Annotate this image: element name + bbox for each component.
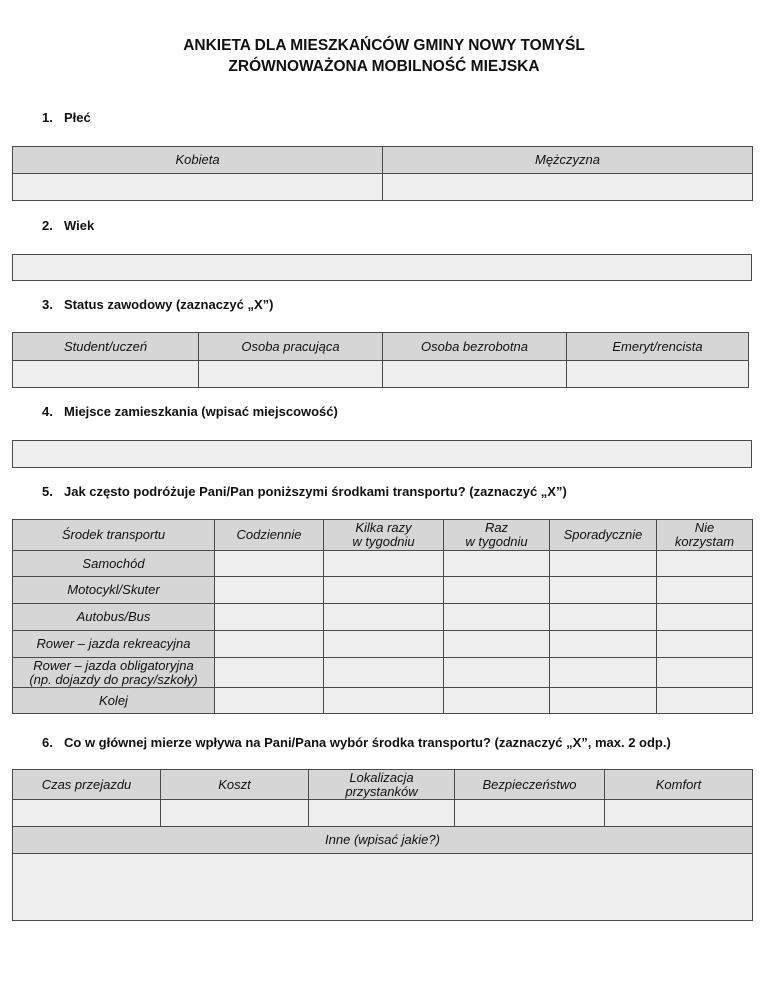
status-student-checkbox[interactable] <box>13 361 199 388</box>
form-title-line1: ANKIETA DLA MIESZKAŃCÓW GMINY NOWY TOMYŚL <box>183 37 585 54</box>
choice-time-checkbox[interactable] <box>13 800 161 827</box>
header-few-times-weekly <box>324 520 444 551</box>
status-unemployed-checkbox[interactable] <box>383 361 567 388</box>
row-car: Samochód <box>13 551 215 577</box>
choice-comfort-checkbox[interactable] <box>605 800 753 827</box>
status-retired-label: Emeryt/rencista <box>567 333 749 361</box>
option-male-checkbox[interactable] <box>383 174 753 201</box>
form-title <box>0 35 768 77</box>
cell-checkbox[interactable] <box>550 551 657 577</box>
row-bike-recreational: Rower – jazda rekreacyjna <box>13 631 215 658</box>
question-5-text: Jak często podróżuje Pani/Pan poniższymi środkami transportu? (zaznaczyć „X”) <box>64 484 567 499</box>
residence-input[interactable] <box>13 441 752 468</box>
choice-safety-label: Bezpieczeństwo <box>455 770 605 800</box>
transport-choice-table <box>12 769 753 921</box>
status-table <box>12 332 749 388</box>
question-number: 6. <box>42 735 53 750</box>
choice-location-checkbox[interactable] <box>309 800 455 827</box>
cell-checkbox[interactable] <box>444 551 550 577</box>
cell-checkbox[interactable] <box>550 604 657 631</box>
cell-checkbox[interactable] <box>550 658 657 688</box>
status-retired-checkbox[interactable] <box>567 361 749 388</box>
form-title-line2: ZRÓWNOWAŻONA MOBILNOŚĆ MIEJSKA <box>228 58 540 75</box>
choice-time-label: Czas przejazdu <box>13 770 161 800</box>
cell-checkbox[interactable] <box>324 577 444 604</box>
status-employed-label: Osoba pracująca <box>199 333 383 361</box>
header-line: Raz <box>484 520 509 535</box>
choice-other-input[interactable] <box>13 854 753 921</box>
gender-table <box>12 146 753 201</box>
row-line: Rower – jazda obligatoryjna <box>33 657 194 673</box>
cell-checkbox[interactable] <box>215 658 324 688</box>
choice-comfort-label: Komfort <box>605 770 753 800</box>
question-1-text: Płeć <box>64 110 91 125</box>
cell-checkbox[interactable] <box>215 604 324 631</box>
question-number: 4. <box>42 404 53 419</box>
cell-checkbox[interactable] <box>657 604 753 631</box>
cell-checkbox[interactable] <box>444 577 550 604</box>
question-2 <box>42 218 94 233</box>
status-employed-checkbox[interactable] <box>199 361 383 388</box>
cell-checkbox[interactable] <box>657 577 753 604</box>
age-input[interactable] <box>13 255 752 281</box>
cell-checkbox[interactable] <box>324 688 444 714</box>
status-student-label: Student/uczeń <box>13 333 199 361</box>
question-4-text: Miejsce zamieszkania (wpisać miejscowość) <box>64 404 338 419</box>
cell-checkbox[interactable] <box>324 551 444 577</box>
cell-checkbox[interactable] <box>215 577 324 604</box>
choice-line: Lokalizacja <box>349 769 414 785</box>
choice-cost-checkbox[interactable] <box>161 800 309 827</box>
question-number: 2. <box>42 218 53 233</box>
cell-checkbox[interactable] <box>215 631 324 658</box>
row-rail: Kolej <box>13 688 215 714</box>
residence-table <box>12 440 752 468</box>
transport-frequency-table <box>12 519 753 714</box>
question-6 <box>42 735 671 750</box>
cell-checkbox[interactable] <box>444 604 550 631</box>
status-unemployed-label: Osoba bezrobotna <box>383 333 567 361</box>
question-3 <box>42 297 274 312</box>
cell-checkbox[interactable] <box>657 551 753 577</box>
option-male-label: Mężczyzna <box>383 147 753 174</box>
cell-checkbox[interactable] <box>324 658 444 688</box>
cell-checkbox[interactable] <box>215 688 324 714</box>
question-3-text: Status zawodowy (zaznaczyć „X”) <box>64 297 274 312</box>
option-female-checkbox[interactable] <box>13 174 383 201</box>
question-number: 1. <box>42 110 53 125</box>
option-female-label: Kobieta <box>13 147 383 174</box>
header-line: Nie <box>694 520 715 535</box>
header-line: w tygodniu <box>465 534 528 549</box>
header-line: Kilka razy <box>355 520 412 535</box>
cell-checkbox[interactable] <box>657 658 753 688</box>
cell-checkbox[interactable] <box>444 631 550 658</box>
cell-checkbox[interactable] <box>324 631 444 658</box>
cell-checkbox[interactable] <box>444 688 550 714</box>
row-motorcycle: Motocykl/Skuter <box>13 577 215 604</box>
question-1 <box>42 110 91 125</box>
question-2-text: Wiek <box>64 218 95 233</box>
choice-location-label <box>309 770 455 800</box>
cell-checkbox[interactable] <box>657 631 753 658</box>
cell-checkbox[interactable] <box>215 551 324 577</box>
question-number: 5. <box>42 484 53 499</box>
header-line: korzystam <box>674 534 735 549</box>
question-number: 3. <box>42 297 53 312</box>
choice-line: przystanków <box>345 783 418 799</box>
choice-cost-label: Koszt <box>161 770 309 800</box>
row-bike-obligatory <box>13 658 215 688</box>
cell-checkbox[interactable] <box>657 688 753 714</box>
header-never <box>657 520 753 551</box>
row-line: (np. dojazdy do pracy/szkoły) <box>29 671 198 687</box>
header-daily: Codziennie <box>215 520 324 551</box>
choice-safety-checkbox[interactable] <box>455 800 605 827</box>
header-sporadic: Sporadycznie <box>550 520 657 551</box>
age-table <box>12 254 752 281</box>
header-once-weekly <box>444 520 550 551</box>
row-bus: Autobus/Bus <box>13 604 215 631</box>
question-4 <box>42 404 338 419</box>
cell-checkbox[interactable] <box>324 604 444 631</box>
choice-other-label: Inne (wpisać jakie?) <box>13 827 753 854</box>
question-6-text: Co w głównej mierze wpływa na Pani/Pana wybór środka transportu? (zaznaczyć „X”, max. 2 odp.) <box>64 735 671 750</box>
header-transport: Środek transportu <box>13 520 215 551</box>
header-line: w tygodniu <box>352 534 415 549</box>
cell-checkbox[interactable] <box>550 577 657 604</box>
cell-checkbox[interactable] <box>444 658 550 688</box>
cell-checkbox[interactable] <box>550 688 657 714</box>
question-5 <box>42 484 567 499</box>
cell-checkbox[interactable] <box>550 631 657 658</box>
